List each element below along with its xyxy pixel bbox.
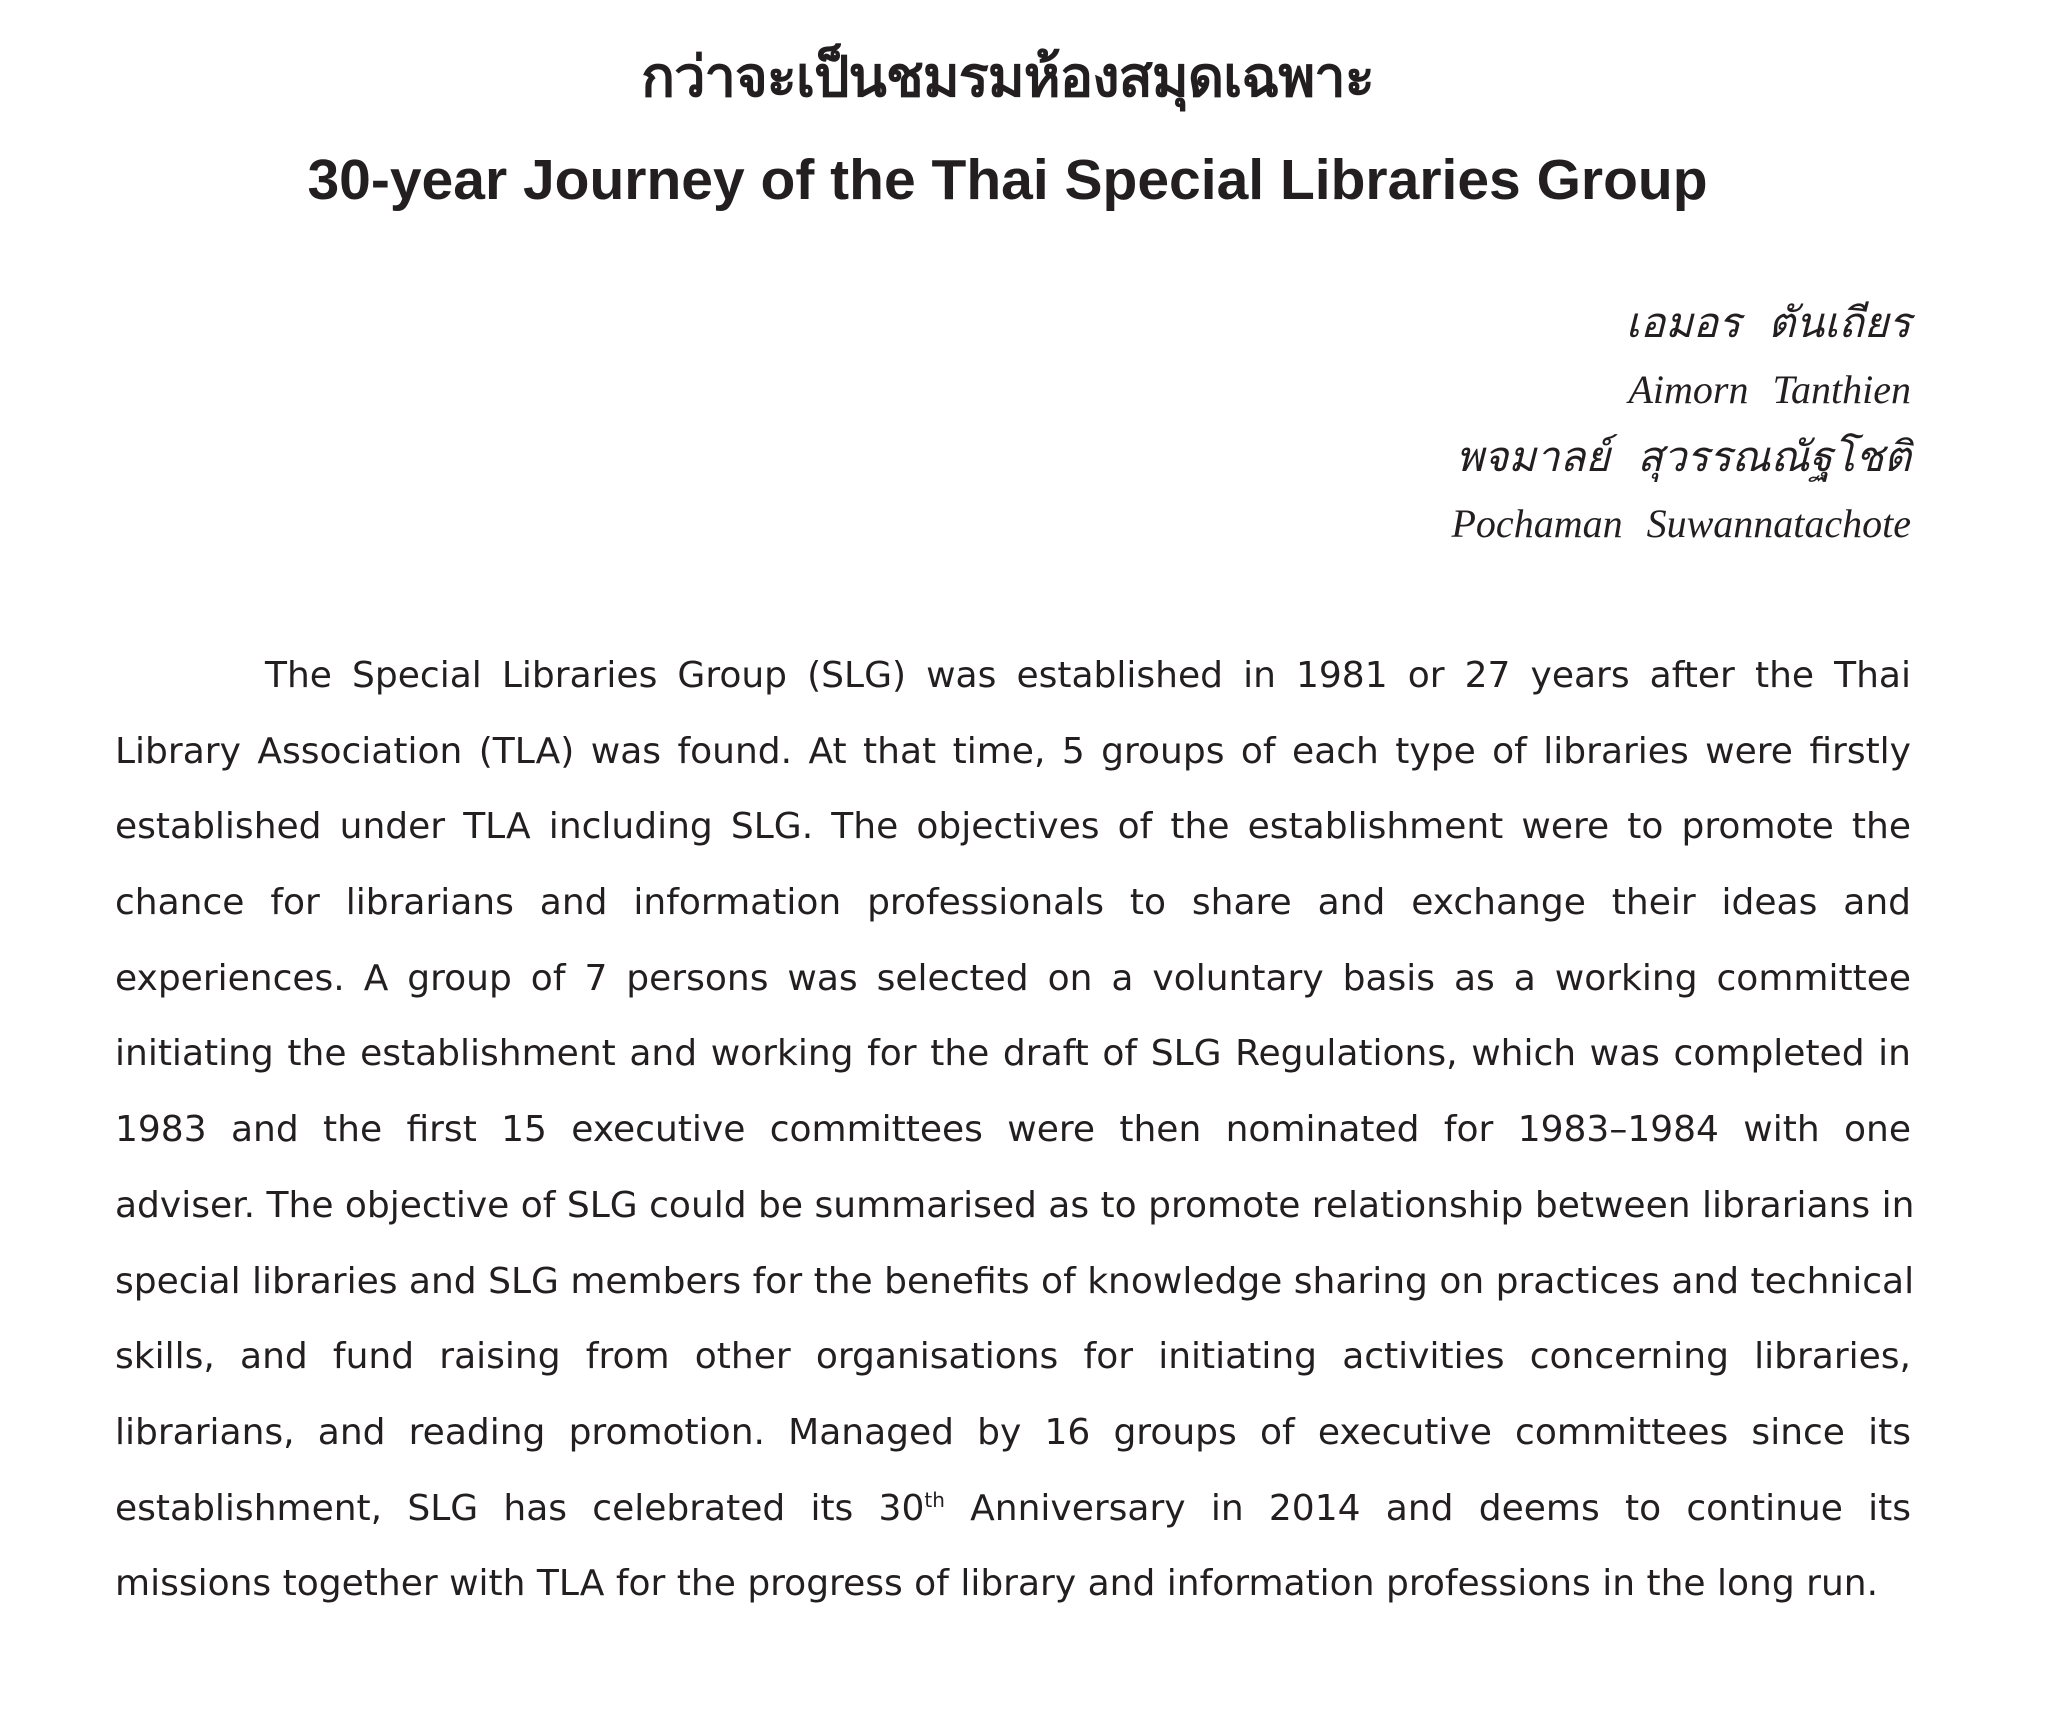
author-2-thai-name: พจมาลย์ สุวรรณณัฐโชติ bbox=[1455, 432, 1911, 481]
abstract-text-before-superscript: establishment, SLG has celebrated its 30 bbox=[115, 1487, 925, 1529]
abstract-line-with-superscript bbox=[115, 1471, 1911, 1547]
abstract-line: chance for librarians and information professionals to share and exchange their ideas and bbox=[115, 882, 1911, 924]
abstract-line: special libraries and SLG members for the benefits of knowledge sharing on practices and technical bbox=[115, 1260, 1915, 1302]
author-1-english-name: Aimorn Tanthien bbox=[1628, 367, 1911, 412]
abstract-line: adviser. The objective of SLG could be summarised as to promote relationship between librarians in bbox=[115, 1184, 1915, 1226]
author-1-thai-name: เอมอร ตันเถียร bbox=[1625, 298, 1911, 347]
abstract-line: established under TLA including SLG. The objectives of the establishment were to promote the bbox=[115, 806, 1911, 848]
author-2-english-name: Pochaman Suwannatachote bbox=[1451, 501, 1911, 546]
author-block bbox=[911, 290, 1911, 558]
abstract-line: The Special Libraries Group (SLG) was established in 1981 or 27 years after the Thai bbox=[265, 655, 1911, 696]
abstract-line: initiating the establishment and working for the draft of SLG Regulations, which was completed in bbox=[115, 1033, 1911, 1075]
abstract-line: missions together with TLA for the progress of library and information professions in the long run. bbox=[115, 1563, 1879, 1605]
title-english: 30-year Journey of the Thai Special Libraries Group bbox=[307, 148, 1708, 212]
abstract-line: Library Association (TLA) was found. At that time, 5 groups of each type of libraries were firstly bbox=[115, 730, 1911, 772]
abstract-paragraph bbox=[115, 638, 1915, 1622]
abstract-line: experiences. A group of 7 persons was selected on a voluntary basis as a working committee bbox=[115, 957, 1911, 999]
abstract-line: skills, and fund raising from other organisations for initiating activities concerning libraries, bbox=[115, 1336, 1911, 1378]
abstract-line: 1983 and the first 15 executive committees were then nominated for 1983–1984 with one bbox=[115, 1109, 1911, 1151]
abstract-text-after-superscript: Anniversary in 2014 and deems to continue its bbox=[944, 1487, 1911, 1529]
title-thai: กว่าจะเป็นชมรมห้องสมุดเฉพาะ bbox=[641, 45, 1374, 110]
abstract-line: librarians, and reading promotion. Managed by 16 groups of executive committees since its bbox=[115, 1411, 1911, 1453]
ordinal-superscript: th bbox=[924, 1487, 945, 1512]
